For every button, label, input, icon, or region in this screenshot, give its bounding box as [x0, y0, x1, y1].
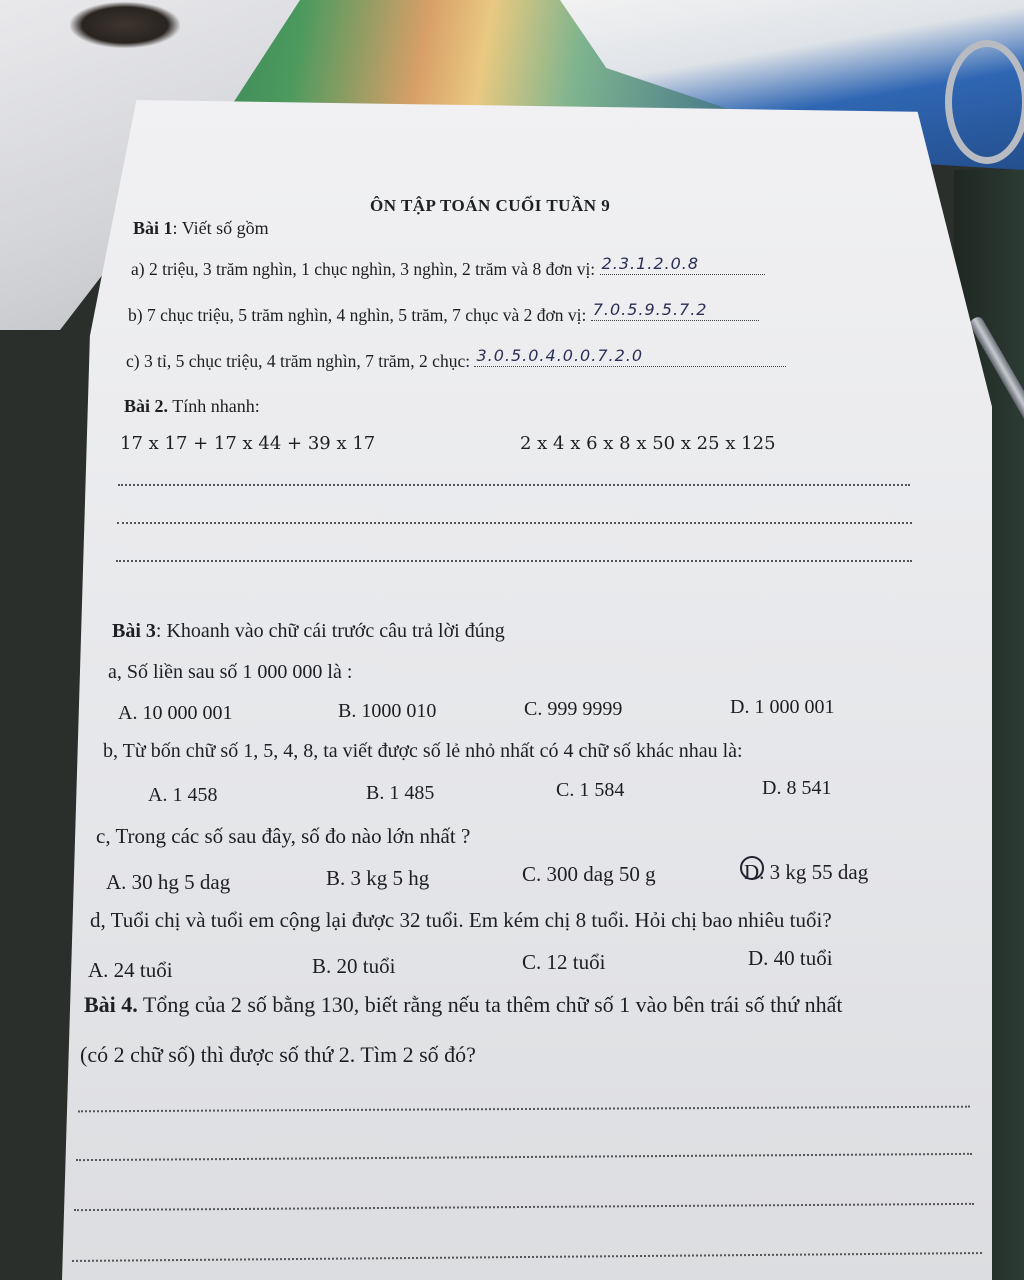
bai3-c-option-b[interactable]: B. 3 kg 5 hg — [326, 866, 430, 890]
worksheet-title: ÔN TẬP TOÁN CUỐI TUẦN 9 — [370, 196, 611, 215]
bai4-answer-line-4[interactable] — [72, 1252, 982, 1262]
bai1-c-answer: 3.0.5.0.4.0.0.7.2.0 — [476, 346, 644, 365]
bai3-question-b: b, Từ bốn chữ số 1, 5, 4, 8, ta viết được số lẻ nhỏ nhất có 4 chữ số khác nhau là: — [103, 740, 743, 762]
bai1-a-text: a) 2 triệu, 3 trăm nghìn, 1 chục nghìn, 3 nghìn, 2 trăm và 8 đơn vị: — [131, 259, 596, 279]
bai4-answer-line-1[interactable] — [78, 1106, 970, 1113]
bai3-d-option-b[interactable]: B. 20 tuổi — [312, 954, 396, 978]
bai3-a-option-a[interactable]: A. 10 000 001 — [118, 702, 233, 724]
bai3-d-option-d[interactable]: D. 40 tuổi — [748, 946, 833, 970]
bai2-label: Bài 2. — [124, 396, 169, 416]
bai1-heading — [133, 218, 269, 239]
bai3-c-option-d[interactable] — [744, 860, 868, 885]
bai3-question-a: a, Số liền sau số 1 000 000 là : — [108, 661, 353, 683]
bai3-b-option-c[interactable]: C. 1 584 — [556, 779, 625, 801]
bai2-expression-1: 17 x 17 + 17 x 44 + 39 x 17 — [120, 433, 376, 454]
bai3-a-option-c[interactable]: C. 999 9999 — [524, 698, 623, 720]
bai3-c-option-d-label: D. 3 kg 55 dag — [744, 860, 869, 884]
bai2-answer-line-2[interactable] — [117, 522, 912, 524]
bai3-d-option-a[interactable]: A. 24 tuổi — [88, 958, 173, 982]
bai3-text: : Khoanh vào chữ cái trước câu trả lời đúng — [155, 620, 505, 642]
bai2-answer-line-1[interactable] — [118, 484, 910, 486]
bai3-a-option-d[interactable]: D. 1 000 001 — [730, 696, 835, 718]
bai3-question-d: d, Tuổi chị và tuổi em cộng lại được 32 tuổi. Em kém chị 8 tuổi. Hỏi chị bao nhiêu tuổi? — [90, 908, 832, 932]
bai3-question-c: c, Trong các số sau đây, số đo nào lớn nhất ? — [96, 824, 471, 848]
bai3-label: Bài 3 — [112, 620, 156, 642]
bai1-b-text: b) 7 chục triệu, 5 trăm nghìn, 4 nghìn, 5 trăm, 7 chục và 2 đơn vị: — [128, 305, 587, 325]
bai1-b-answer: 7.0.5.9.5.7.2 — [592, 300, 708, 319]
bai3-d-option-c[interactable]: C. 12 tuổi — [522, 950, 606, 974]
bai2-expression-2: 2 x 4 x 6 x 8 x 50 x 25 x 125 — [520, 433, 776, 454]
bai4-answer-line-3[interactable] — [74, 1203, 974, 1211]
bai4-text-1: Tổng của 2 số bằng 130, biết rằng nếu ta thêm chữ số 1 vào bên trái số thứ nhất — [142, 992, 843, 1017]
bai1-c-answer-blank[interactable] — [474, 348, 786, 367]
bai1-c-text: c) 3 tỉ, 5 chục triệu, 4 trăm nghìn, 7 trăm, 2 chục: — [126, 351, 471, 371]
bai1-c — [126, 348, 786, 372]
bai2-text: Tính nhanh: — [172, 396, 260, 416]
bai1-b — [128, 302, 759, 326]
bai3-b-option-d[interactable]: D. 8 541 — [762, 777, 832, 799]
bai3-a-option-b[interactable]: B. 1000 010 — [338, 700, 437, 722]
bai4-answer-line-2[interactable] — [76, 1153, 972, 1161]
bai1-text: : Viết số gồm — [172, 218, 269, 238]
bai3-c-option-a[interactable]: A. 30 hg 5 dag — [106, 870, 231, 894]
bai1-label: Bài 1 — [133, 218, 173, 238]
bai4-label: Bài 4. — [84, 992, 138, 1017]
bai1-b-answer-blank[interactable] — [591, 302, 759, 321]
bai2-heading — [124, 396, 260, 417]
bai3-c-option-c[interactable]: C. 300 dag 50 g — [522, 862, 656, 886]
bai1-a-answer-blank[interactable] — [600, 256, 765, 275]
bai3-b-option-a[interactable]: A. 1 458 — [148, 784, 218, 806]
bai1-a — [131, 256, 765, 280]
answer-circle-mark — [740, 856, 764, 880]
bai4-line-1 — [84, 992, 842, 1018]
bai1-a-answer: 2.3.1.2.0.8 — [601, 254, 700, 273]
bai3-heading — [112, 620, 505, 643]
bai2-answer-line-3[interactable] — [116, 560, 912, 562]
bai3-b-option-b[interactable]: B. 1 485 — [366, 782, 435, 804]
bai4-line-2: (có 2 chữ số) thì được số thứ 2. Tìm 2 số đó? — [80, 1042, 476, 1067]
